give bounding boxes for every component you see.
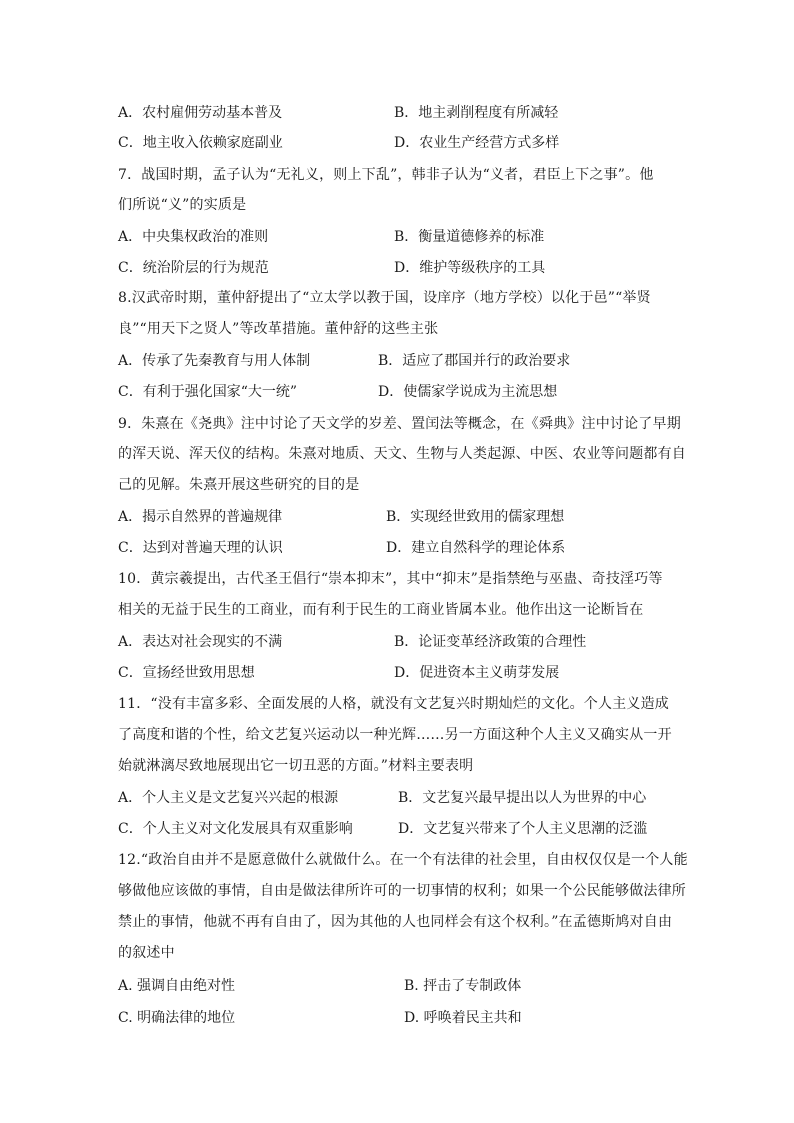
q7-option-d: D．维护等级秩序的工具 <box>394 260 546 276</box>
q6-option-a: A．农村雇佣劳动基本普及 <box>118 105 283 121</box>
q11-stem-line-1: 11．“没有丰富多彩、全面发展的人格，就没有文艺复兴时期灿烂的文化。个人主义造成 <box>118 696 669 712</box>
q7-option-c: C．统治阶层的行为规范 <box>118 260 269 276</box>
q10-option-b: B．论证变革经济政策的合理性 <box>394 634 587 650</box>
q8-option-d: D．使儒家学说成为主流思想 <box>378 384 558 400</box>
q7-option-b: B．衡量道德修养的标准 <box>394 229 545 245</box>
q12-option-a: A. 强调自由绝对性 <box>118 978 236 994</box>
q12-stem-line-1: 12.“政治自由并不是愿意做什么就做什么。在一个有法律的社会里，自由权仅仅是一个人能 <box>118 852 688 868</box>
q9-option-c: C．达到对普遍天理的认识 <box>118 540 283 556</box>
q11-option-b: B．文艺复兴最早提出以人为世界的中心 <box>398 790 647 806</box>
q11-stem-line-2: 了高度和谐的个性，给文艺复兴运动以一种光辉……另一方面这种个人主义又确实从一开 <box>118 727 672 743</box>
q11-stem-line-3: 始就淋漓尽致地展现出它一切丑恶的方面。”材料主要表明 <box>118 758 474 774</box>
q6-option-b: B．地主剥削程度有所减轻 <box>394 105 559 121</box>
q8-option-a: A．传承了先秦教育与用人体制 <box>118 353 311 369</box>
q9-option-a: A．揭示自然界的普遍规律 <box>118 509 283 525</box>
q11-option-c: C．个人主义对文化发展具有双重影响 <box>118 821 353 837</box>
q6-option-c: C．地主收入依赖家庭副业 <box>118 135 283 151</box>
q10-option-d: D．促进资本主义萌芽发展 <box>394 665 560 681</box>
q9-stem-line-3: 己的见解。朱熹开展这些研究的目的是 <box>118 477 360 493</box>
q10-option-c: C．宣扬经世致用思想 <box>118 665 255 681</box>
q8-stem-line-1: 8.汉武帝时期，董仲舒提出了“立太学以教于国，设庠序（地方学校）以化于邑”“举贤 <box>118 290 651 306</box>
q12-option-d: D. 呼唤着民主共和 <box>404 1010 522 1026</box>
q10-option-a: A．表达对社会现实的不满 <box>118 634 283 650</box>
q12-stem-line-4: 的叙述中 <box>118 945 175 961</box>
q7-stem-line-1: 7．战国时期，孟子认为“无礼义，则上下乱”，韩非子认为“义者，君臣上下之事”。他 <box>118 167 654 183</box>
q10-stem-line-1: 10．黄宗羲提出，古代圣王倡行“崇本抑末”，其中“抑末”是指禁绝与巫蛊、奇技淫巧等 <box>118 571 663 587</box>
q12-option-c: C. 明确法律的地位 <box>118 1010 236 1026</box>
q12-stem-line-2: 够做他应该做的事情，自由是做法律所许可的一切事情的权利；如果一个公民能够做法律所 <box>118 883 686 899</box>
q8-option-c: C．有利于强化国家“大一统” <box>118 384 298 400</box>
q9-stem-line-2: 的浑天说、浑天仪的结构。朱熹对地质、天文、生物与人类起源、中医、农业等问题都有自 <box>118 446 686 462</box>
q9-option-d: D．建立自然科学的理论体系 <box>386 540 566 556</box>
q8-option-b: B．适应了郡国并行的政治要求 <box>378 353 571 369</box>
q11-option-d: D．文艺复兴带来了个人主义思潮的泛滥 <box>398 821 648 837</box>
q8-stem-line-2: 良”“用天下之贤人”等改革措施。董仲舒的这些主张 <box>118 321 439 337</box>
q12-stem-line-3: 禁止的事情，他就不再有自由了，因为其他的人也同样会有这个权利。”在孟德斯鸠对自由 <box>118 914 673 930</box>
q6-option-d: D．农业生产经营方式多样 <box>394 135 560 151</box>
q7-option-a: A．中央集权政治的准则 <box>118 229 269 245</box>
q7-stem-line-2: 们所说“义”的实质是 <box>118 197 247 213</box>
q10-stem-line-2: 相关的无益于民生的工商业，而有利于民生的工商业皆属本业。他作出这一论断旨在 <box>118 602 644 618</box>
q9-option-b: B．实现经世致用的儒家理想 <box>386 509 565 525</box>
q9-stem-line-1: 9．朱熹在《尧典》注中讨论了天文学的岁差、置闰法等概念，在《舜典》注中讨论了早期 <box>118 416 681 432</box>
q12-option-b: B. 抨击了专制政体 <box>404 978 522 994</box>
q11-option-a: A．个人主义是文艺复兴兴起的根源 <box>118 790 339 806</box>
